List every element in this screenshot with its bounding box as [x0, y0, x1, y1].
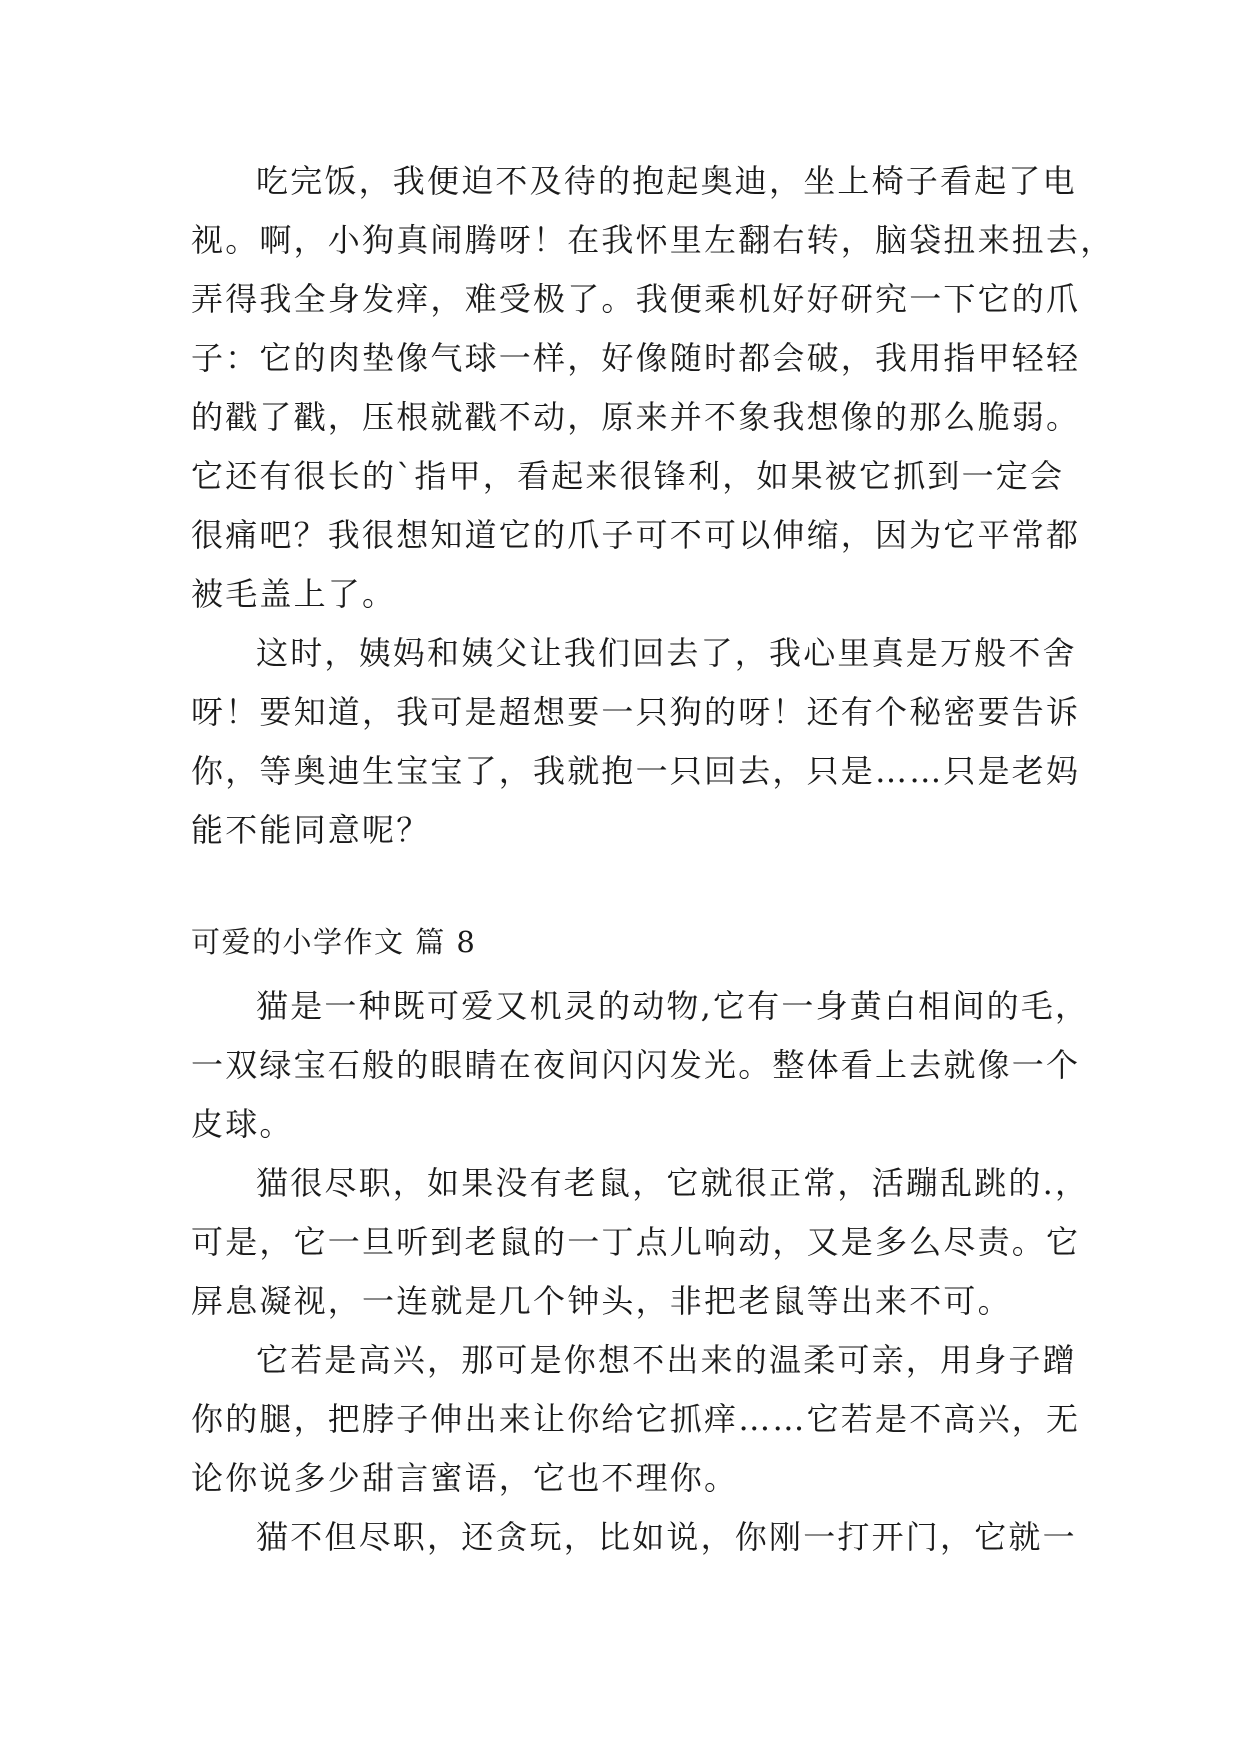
paragraph-line: 这时，姨妈和姨父让我们回去了，我心里真是万般不舍 — [256, 634, 1077, 672]
paragraph-line: 它若是高兴，那可是你想不出来的温柔可亲，用身子蹭 — [256, 1341, 1077, 1379]
paragraph-line: 吃完饭，我便迫不及待的抱起奥迪，坐上椅子看起了电 — [256, 162, 1077, 200]
paragraph-line: 你的腿，把脖子伸出来让你给它抓痒……它若是不高兴，无 — [191, 1400, 1081, 1438]
paragraph-line: 屏息凝视，一连就是几个钟头，非把老鼠等出来不可。 — [191, 1282, 1012, 1320]
paragraph-line: 子：它的肉垫像气球一样，好像随时都会破，我用指甲轻轻 — [191, 339, 1081, 377]
paragraph-line: 弄得我全身发痒，难受极了。我便乘机好好研究一下它的爪 — [191, 280, 1081, 318]
paragraph-line: 猫很尽职，如果没有老鼠，它就很正常，活蹦乱跳的.， — [256, 1164, 1090, 1202]
paragraph-line: 猫是一种既可爱又机灵的动物,它有一身黄白相间的毛， — [256, 987, 1090, 1025]
paragraph-line: 能不能同意呢？ — [191, 811, 431, 849]
paragraph-line: 很痛吧？我很想知道它的爪子可不可以伸缩，因为它平常都 — [191, 516, 1081, 554]
paragraph-line: 呀！要知道，我可是超想要一只狗的呀！还有个秘密要告诉 — [191, 693, 1081, 731]
section-heading: 可爱的小学作文 篇 8 — [191, 925, 477, 959]
paragraph-line: 猫不但尽职，还贪玩，比如说，你刚一打开门，它就一 — [256, 1518, 1077, 1556]
paragraph-line: 视。啊，小狗真闹腾呀！在我怀里左翻右转，脑袋扭来扭去， — [191, 221, 1115, 259]
paragraph-line: 论你说多少甜言蜜语，它也不理你。 — [191, 1459, 739, 1497]
paragraph-line: 你，等奥迪生宝宝了，我就抱一只回去，只是……只是老妈 — [191, 752, 1081, 790]
paragraph-line: 可是，它一旦听到老鼠的一丁点儿响动，又是多么尽责。它 — [191, 1223, 1081, 1261]
paragraph-line: 被毛盖上了。 — [191, 575, 397, 613]
paragraph-line: 一双绿宝石般的眼睛在夜间闪闪发光。整体看上去就像一个 — [191, 1046, 1081, 1084]
paragraph-line: 它还有很长的`指甲，看起来很锋利，如果被它抓到一定会 — [191, 457, 1065, 495]
paragraph-line: 皮球。 — [191, 1105, 294, 1143]
paragraph-line: 的戳了戳，压根就戳不动，原来并不象我想像的那么脆弱。 — [191, 398, 1081, 436]
